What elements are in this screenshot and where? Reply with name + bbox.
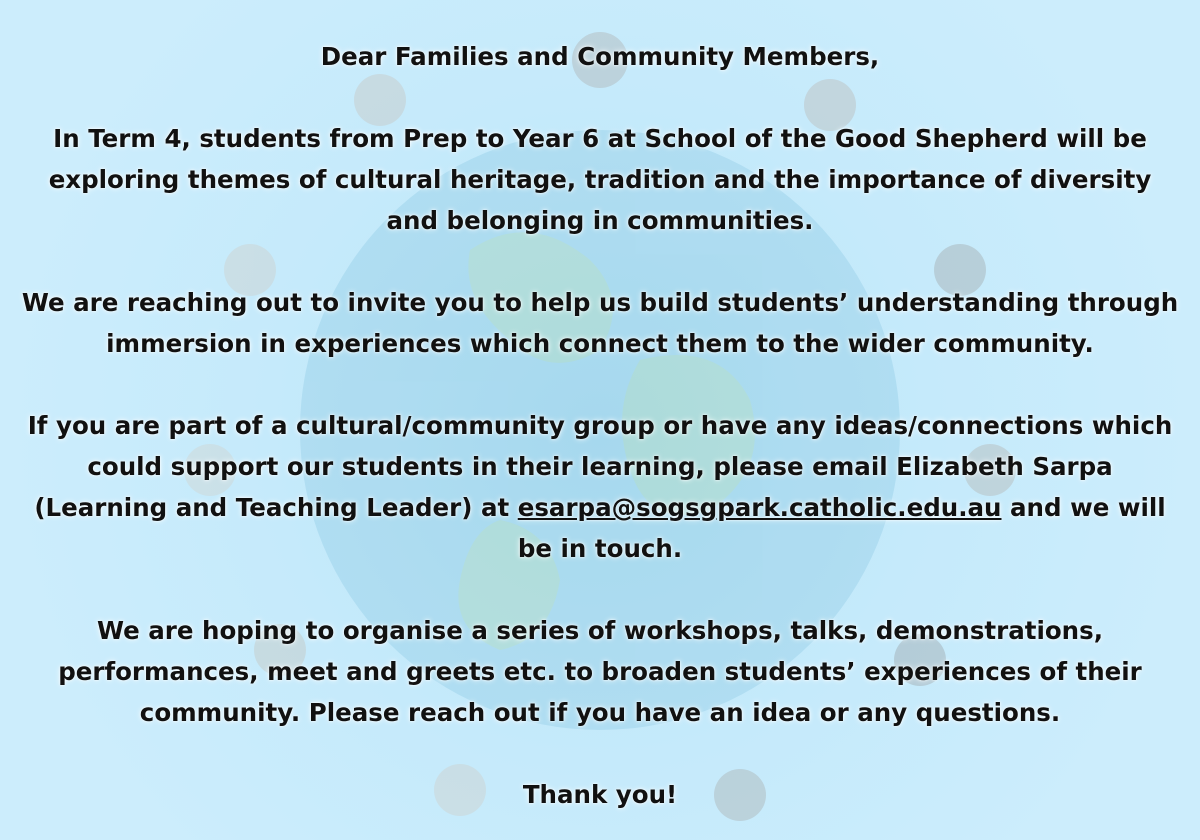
- paragraph-invitation: We are reaching out to invite you to help us build students’ understanding through immersion in experiences which connect them to the wider community.: [21, 288, 1179, 358]
- contact-text-after: and we will be in touch.: [517, 493, 1166, 563]
- closing: Thank you!: [522, 780, 678, 809]
- contact-text-before: If you are part of a cultural/community group or have any ideas/connections which could support our students in their learning, please email Elizabeth Sarpa (Learning and Teaching Leader) at: [27, 411, 1173, 522]
- paragraph-contact: [20, 405, 1180, 569]
- email-link[interactable]: esarpa@sogsgpark.catholic.edu.au: [517, 493, 1002, 522]
- greeting: Dear Families and Community Members,: [320, 42, 880, 71]
- paragraph-term4: In Term 4, students from Prep to Year 6 at School of the Good Shepherd will be exploring themes of cultural heritage, tradition and the importance of diversity and belonging in communities.: [48, 124, 1152, 235]
- letter-body: [20, 36, 1180, 815]
- paragraph-workshops: We are hoping to organise a series of workshops, talks, demonstrations, performances, meet and greets etc. to broaden students’ experiences of their community. Please reach out if you have an idea or any questions.: [58, 616, 1142, 727]
